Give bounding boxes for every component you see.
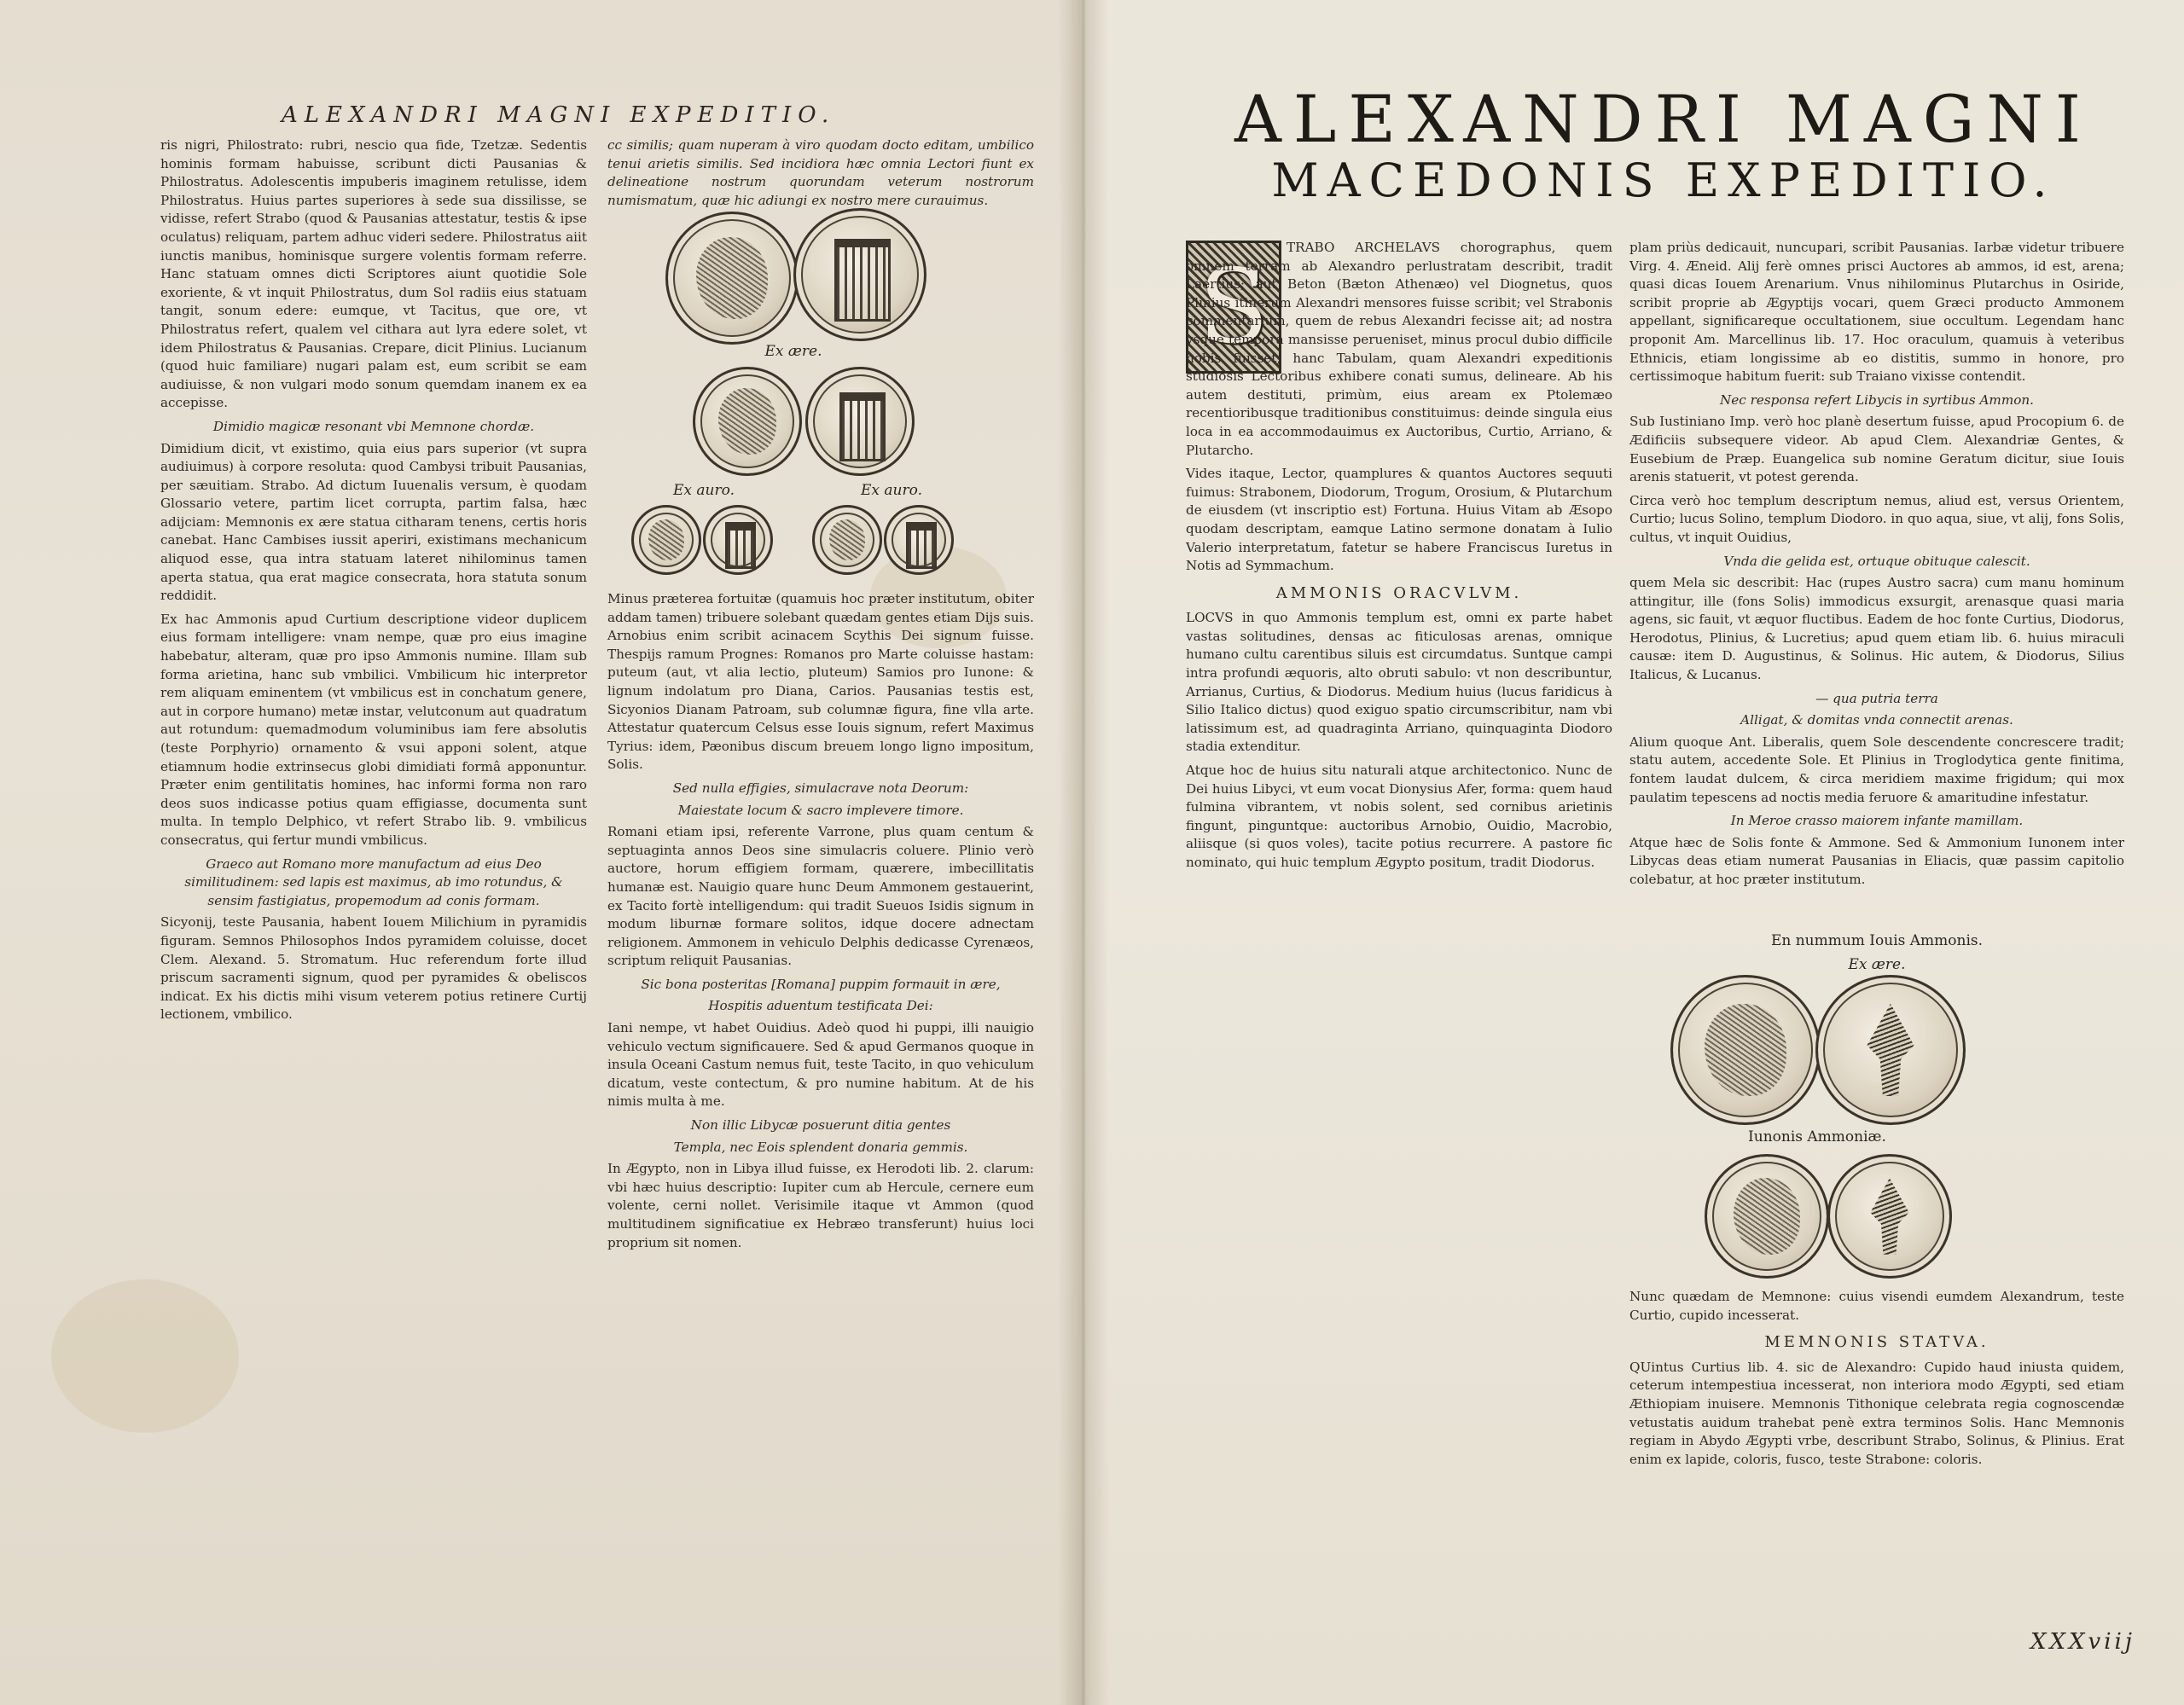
section-heading: MEMNONIS STATVA. — [1764, 1333, 1989, 1352]
paragraph: Iani nempe, vt habet Ouidius. Adeò quod hi puppi, illi nauigio vehiculo vectum significauere. Sed & apud Germanos quoque in insula Oceani Castum nemus fuit, teste Tacito, in quo vehiculum dicatum, veste contectum, & pro numine habitum. At de his nimis multa à me. — [607, 1020, 1034, 1110]
paragraph: Ex hac Ammonis apud Curtium descriptione videor duplicem eius formam intelligere: vnam nempe, quæ pro eius imagine habebatur, alteram, quæ pro ipso Ammonis numine. Illam sub forma arietina, hanc sub vmbilici. Vmbilicum hic interpretor rem aliquam eminentem (vt vmbilicus est in conchatum genere, aut in corpore humano) metæ instar, velutconum aut quadratum aut rotundum: quemadmodum voluminibus iam fere absolutis (teste Porphyrio) ornamento & vsui apponi solent, atque etiamnum hodie extrinsecus globi dimidiati formâ apponuntur. Præter enim gentilitatis homines, hac informi forma non raro deos suos indicasse potius quam effigiasse, documenta sunt multa. In templo Delphico, vt refert Strabo lib. 9. vmbilicus consecratus, qui fertur mundi vmbilicus. — [160, 611, 587, 848]
coin-emperor-head — [631, 505, 701, 575]
center-fold — [1058, 0, 1109, 1705]
ammon-coin-engravings — [1655, 934, 2099, 1318]
text-column-right-d — [1629, 239, 2124, 921]
verse-line: Nec responsa refert Libycis in syrtibus Ammon. — [1720, 391, 2034, 408]
paragraph: plam priùs dedicauit, nuncupari, scribit Pausanias. Iarbæ videtur tribuere Virg. 4. Æneid. Alij ferè omnes prisci Auctores ab ammos, id est, arena; quasi dicas Iouem Arenarium. Vnus nihilominus Plutarchus in Osiride, scribit proprie ab Ægyptijs vocari, quem Græci producto Ammonem appellant, significareque occultationem, siue occultum. Legendam hanc proponit Am. Marcellinus lib. 17. Hoc oraculum, quamuis à veteribus Ethnicis, etiam longissime ab eo distitis, summo in honore, pro certissimoque habitum fuerit: sub Traiano vixisse contendit. — [1629, 240, 2124, 385]
verse-line: Templa, nec Eois splendent donaria gemmis. — [673, 1139, 968, 1155]
coin-label-ex-aere: Ex ære. — [764, 343, 822, 360]
verse-line: Graeco aut Romano more manufactum ad eius Deo similitudinem: sed lapis est maximus, ab imo rotundus, & sensim fastigiatus, propemodum ad conis formam. — [184, 855, 563, 908]
coin-label-ex-auro: Ex auro. — [673, 482, 735, 499]
verse-line: Alligat, & domitas vnda connectit arenas. — [1740, 712, 2013, 728]
paragraph: quem Mela sic describit: Hac (rupes Austro sacra) cum manu hominum attingitur, ille (fons Solis) immodicus exsurgit, arenasque quasi maria agens, sic fauit, vt æquor fluctibus. Eadem de hoc fonte Curtius, Diodorus, Herodotus, Plinius, & Lucretius; apud quem etiam lib. 6. huius miraculi causæ: item D. Augustinus, & Solinus. Hic autem, & Diodorus, Silius Italicus, & Lucanus. — [1629, 575, 2124, 683]
text-column-right-d-lower — [1629, 1288, 2124, 1595]
text-column-right-c — [1186, 239, 1612, 1595]
verse-line: Dimidio magicæ resonant vbi Memnone chordæ. — [212, 418, 535, 434]
folio-number: XXXviij — [2030, 1629, 2135, 1655]
paragraph: Alium quoque Ant. Liberalis, quem Sole descendente concrescere tradit; statu autem, accedente Sole. Et Plinius in Troglodytica gente finitima, fontem laudat dulcem, & circa meridiem maxime frigidum; qui mox paulatim tepescens ad noctis media feruore & amaritudine infestatur. — [1629, 734, 2124, 805]
paragraph: In Ægypto, non in Libya illud fuisse, ex Herodoti lib. 2. clarum: vbi hæc huius descriptio: Iupiter cum ab Hercule, cernere eum volente, cerni nollet. Verisimile itaque vt Ammon (quod multitudinem significatiue ex Hebræo transferunt) huius loci proprium sit nomen. — [607, 1161, 1034, 1250]
paragraph: Romani etiam ipsi, referente Varrone, plus quam centum & septuaginta annos Deos sine simulacris coluere. Plinio verò auctore, horum effigiem formam, quærere, imbecillitatis humanæ est. Nauigio quare hunc Deum Ammonem gestauerint, ex Tacito fortè intelligendum: qui tradit Sueuos Isidis signum in modum liburnæ formare solitos, idque docere adnectam religionem. Ammonem in vehiculo Delphis dedicasse Cyrenæos, scriptum reliquit Pausanias. — [607, 824, 1034, 969]
paragraph: Minus præterea fortuitæ (quamuis hoc præter institutum, obiter addam tamen) tribuere solebant quædam gentes etiam Dijs suis. Arnobius enim scribit acinacem Scythis Dei signum fuisse. Thespijs ramum Prognes: Romanos pro Marte coluisse hastam: puteum (aut, vt alia lectio, pluteum) Samios pro Iunone: & lignum indolatum pro Diana, Carios. Pausanias testis est, Sicyonios Dianam Patroam, sub columnæ figura, fine vlla arte. Attestatur quatercum Celsus esse Iouis signum, refert Maximus Tyrius: idem, Pæonibus discum breuem longo ligno impositum, Solis. — [607, 591, 1034, 773]
coin-eagle-reverse — [1827, 1154, 1952, 1279]
paragraph: Nunc quædam de Memnone: cuius visendi eumdem Alexandrum, teste Curtio, cupido incesserat. — [1629, 1289, 2124, 1323]
coin-ammon-head — [1670, 975, 1821, 1125]
verse-line: — qua putria terra — [1815, 690, 1938, 706]
coin-label-ex-auro: Ex auro. — [861, 482, 922, 499]
verse-line: In Meroe crasso maiorem infante mamillam. — [1730, 813, 2024, 829]
coin-temple-reverse — [884, 505, 954, 575]
text-column-left-b — [607, 590, 1034, 1597]
coin-eagle-reverse — [1815, 975, 1966, 1125]
verse-line: Vnda die gelida est, ortuque obituque calescit. — [1723, 553, 2030, 569]
paragraph: Atque hæc de Solis fonte & Ammone. Sed & Ammonium Iunonem inter Libycas deas etiam numerat Pausanias in Eliacis, quæ passim capitolio colebatur, at hoc præter institutum. — [1629, 834, 2124, 887]
section-heading: AMMONIS ORACVLVM. — [1275, 583, 1523, 602]
verse-line: Sed nulla effigies, simulacrave nota Deorum: — [672, 780, 969, 796]
verse-line: Maiestate locum & sacro implevere timore. — [677, 802, 964, 818]
paragraph: TRABO ARCHELAVS chorographus, quem omnem terram ab Alexandro perlustratam describit, tradit Laertius; aut Beton (Bæton Athenæo) vel Diognetus, quos Plinius itinerum Alexandri mensores fuisse scribit; vel Strabonis commentarium, quem de rebus Alexandri fecisse ait; ad nostra vsque tempora mansisse perueniset, minus procul dubio difficile nobis fuisset, hanc Tabulam, quam Alexandri expeditionis studiosis Lectoribus exhibere conati sumus, delineare. Ab his autem destituti, primùm, eius aream ex Ptolemæo recentioribusque traditionibus constituimus: deinde singula eius loca in ea accommodauimus ex Auctoribus, Curtio, Arriano, & Plutarcho. — [1186, 240, 1612, 458]
coin-label-ex-aere: Ex ære. — [1848, 956, 1906, 973]
paragraph: Circa verò hoc templum descriptum nemus, aliud est, versus Orientem, Curtio; lucus Solino, templum Diodoro. in quo aqua, siue, vt alij, fons Solis, cultus, vt inquit Ouidius, — [1629, 492, 2124, 545]
paragraph: ris nigri, Philostrato: rubri, nescio qua fide, Tzetzæ. Sedentis hominis formam habuisse, scribunt dicti Pausanias & Philostratus. Adolescentis impuberis imaginem retulisse, idem Philostratus. Huius partes superiores à sede sua dissilisse, se vidisse, refert Strabo (quod & Pausanias attestatur, testis & ipse oculatus) reliquam, partem adhuc videri sedere. Philostratus aiit iunctis manibus, hominisque surgere volentis formam referre. Hanc statuam omnes dicti Scriptores aiunt quotidie Sole exoriente, & vt inquit Philostratus, dum Sol radiis eius statuam tangit, sonum edere: eumque, vt Tacitus, que ore, vt Philostratus refert, qualem vel cithara aut lyra edere solet, vt idem Philostratus & Pausanias. Crepare, dicit Plinius. Lucianum (quod huic familiare) nugari palam est, eum scribit se eam audiuisse, & non vulgari modo sonum quemdam inanem ex ea accepisse. — [160, 137, 587, 411]
coin-temple-reverse — [805, 367, 915, 476]
verse-line: Hospitis aduentum testificata Dei: — [708, 998, 933, 1014]
paragraph: Vides itaque, Lector, quamplures & quantos Auctores sequuti fuimus: Strabonem, Diodorum, Trogum, Orosium, & Plutarchum de eiusdem (vt inscriptio est) Fortuna. Huius Vitam ab Æsopo quodam descriptam, eamque Latino sermone donatam à Iulio Valerio interpretatum, fatetur se habere Franciscus Iuretus in Notis ad Symmachum. — [1186, 466, 1612, 574]
running-head: ALEXANDRI MAGNI EXPEDITIO. — [282, 102, 836, 128]
text-column-left-a — [160, 136, 587, 1595]
page-title: ALEXANDRI MAGNI — [1234, 81, 2093, 157]
text-column-left-b-top — [607, 136, 1034, 208]
paragraph: cc similis; quam nuperam à viro quodam docto editam, umbilico tenui arietis similis. Sed incidiora hæc omnia Lectori fiunt ex delineatione nostrum quorundam veterum nostrorum numismatum, quæ hic adiungi ex nostro mere curauimus. — [607, 137, 1034, 208]
paragraph: Sub Iustiniano Imp. verò hoc planè desertum fuisse, apud Procopium 6. de Ædificiis subsequere videor. Ab apud Clem. Alexandriæ Gentes, & Eusebium de Præp. Euangelica sub nomine Geratum dicitur, siue Iouis arenis statuerit, vt potest gerenda. — [1629, 414, 2124, 485]
coin-temple-reverse — [793, 208, 926, 341]
verse-line: Sic bona posteritas [Romana] puppim formauit in ære, — [641, 976, 1001, 992]
coin-iuno-head — [1705, 1154, 1829, 1279]
paragraph: Atque hoc de huius situ naturali atque architectonico. Nunc de Dei huius Libyci, vt eum vocat Dionysius Afer, forma: quem haud fulmina vibrantem, vt nobis solent, sed cornibus arietinis fingunt, pinguntque: auctoribus Arnobio, Ouidio, Macrobio, aliisque (si quos voles), tacite potius recurrere. A pastore fic nominato, qui huic templum Ægypto positum, tradit Diodorus. — [1186, 763, 1612, 870]
coin-figure-reverse — [703, 505, 773, 575]
verse-line: Non illic Libycæ posuerunt ditia gentes — [690, 1117, 951, 1134]
paragraph: QUintus Curtius lib. 4. sic de Alexandro: Cupido haud iniusta quidem, ceterum intempestiua incesserat, non interiora modo Ægypti, sed etiam Æthiopiam inuisere. Memnonis Tithonique celebrata regia cognoscendæ vetustatis auidum trahebat penè extra terminos Solis. Hanc Memnonis regiam in Abydo Ægypti vrbe, describunt Strabo, Solinus, & Plinius. Erat enim ex lapide, coloris, fusco, teste Strabone: coloris. — [1629, 1359, 2124, 1467]
paragraph: Dimidium dicit, vt existimo, quia eius pars superior (vt supra audiuimus) à corpore resoluta: quod Cambysi tribuit Pausanias, per sæuitiam. Strabo. Ad dictum Iuuenalis versum, è quodam Glossario vetere, partim licet corrupta, partim falsa, hæc adijciam: Memnonis ex ære statua citharam tenens, certis horis canebat. Hanc Cambises iussit aperiri, existimans mechanicum aliquod esse, qua intra statuam lateret nihilominus tamen aperta statua, qua erat magice consecrata, hora statuta sonum reddidit. — [160, 440, 587, 604]
coin-emperor-head — [693, 367, 802, 476]
paragraph: LOCVS in quo Ammonis templum est, omni ex parte habet vastas solitudines, densas ac fiticulosas arenas, omnique humano cultu carentibus siluis est circumdatus. Suntque campi intra profundi æquoris, alto obruti sabulo: vt non describuntur, Arrianus, Curtius, & Diodorus. Medium huius (lucus faridicus à Silio Italico dictus) quod exiguo spatio circumscribitur, nam vbi latissimum est, ad quadraginta Arriano, quinquaginta Diodoro stadia extenditur. — [1186, 610, 1612, 755]
coin-emperor-head — [665, 212, 799, 345]
coin-label-iunonis: Iunonis Ammoniæ. — [1748, 1128, 1886, 1145]
coin-emperor-head — [812, 505, 882, 575]
page-subtitle: MACEDONIS EXPEDITIO. — [1271, 154, 2056, 207]
coin-title: En nummum Iouis Ammonis. — [1770, 932, 1984, 949]
initial-letter: S — [1198, 247, 1269, 367]
paragraph: Sicyonij, teste Pausania, habent Iouem Milichium in pyramidis figuram. Semnos Philosophos Indos pyramidem coluisse, docet Clem. Alexand. 5. Stromatum. Huc referendum forte illud priscum sacramenti signum, quod per pyramides & obeliscos indicat. Ex his dictis mihi visum veterem potius retinere Curtij lectionem, vmbilico. — [160, 914, 587, 1023]
